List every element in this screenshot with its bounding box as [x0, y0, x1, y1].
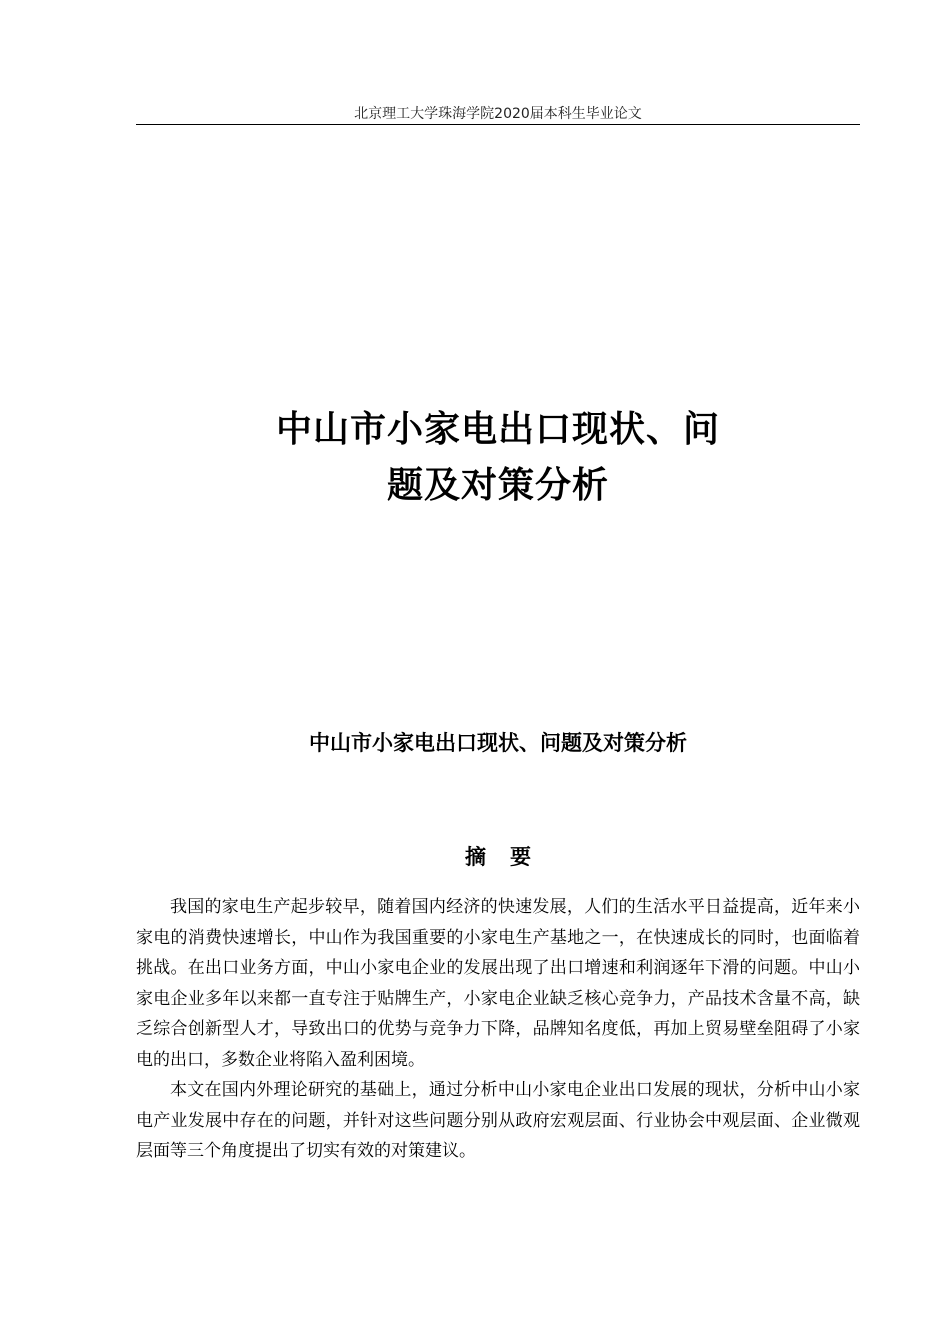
abstract-body	[136, 892, 860, 1167]
abstract-heading: 摘要	[465, 845, 555, 869]
abstract-paragraph-1: 我国的家电生产起步较早，随着国内经济的快速发展，人们的生活水平日益提高，近年来小家电的消费快速增长，中山作为我国重要的小家电生产基地之一，在快速成长的同时，也面临着挑战。在出口业务方面，中山小家电企业的发展出现了出口增速和利润逐年下滑的问题。中山小家电企业多年以来都一直专注于贴牌生产，小家电企业缺乏核心竞争力，产品技术含量不高，缺乏综合创新型人才，导致出口的优势与竞争力下降，品牌知名度低，再加上贸易壁垒阻碍了小家电的出口，多数企业将陷入盈利困境。	[136, 897, 860, 1070]
abstract-paragraph-2: 本文在国内外理论研究的基础上，通过分析中山小家电企业出口发展的现状，分析中山小家电产业发展中存在的问题，并针对这些问题分别从政府宏观层面、行业协会中观层面、企业微观层面等三个角度提出了切实有效的对策建议。	[136, 1080, 860, 1161]
running-header: 北京理工大学珠海学院2020届本科生毕业论文	[354, 106, 642, 122]
abstract-title: 中山市小家电出口现状、问题及对策分析	[309, 731, 687, 755]
thesis-title	[136, 402, 860, 514]
thesis-title-line-2: 题及对策分析	[386, 465, 609, 506]
thesis-title-line-1: 中山市小家电出口现状、问	[275, 409, 720, 450]
header-rule	[136, 124, 860, 125]
